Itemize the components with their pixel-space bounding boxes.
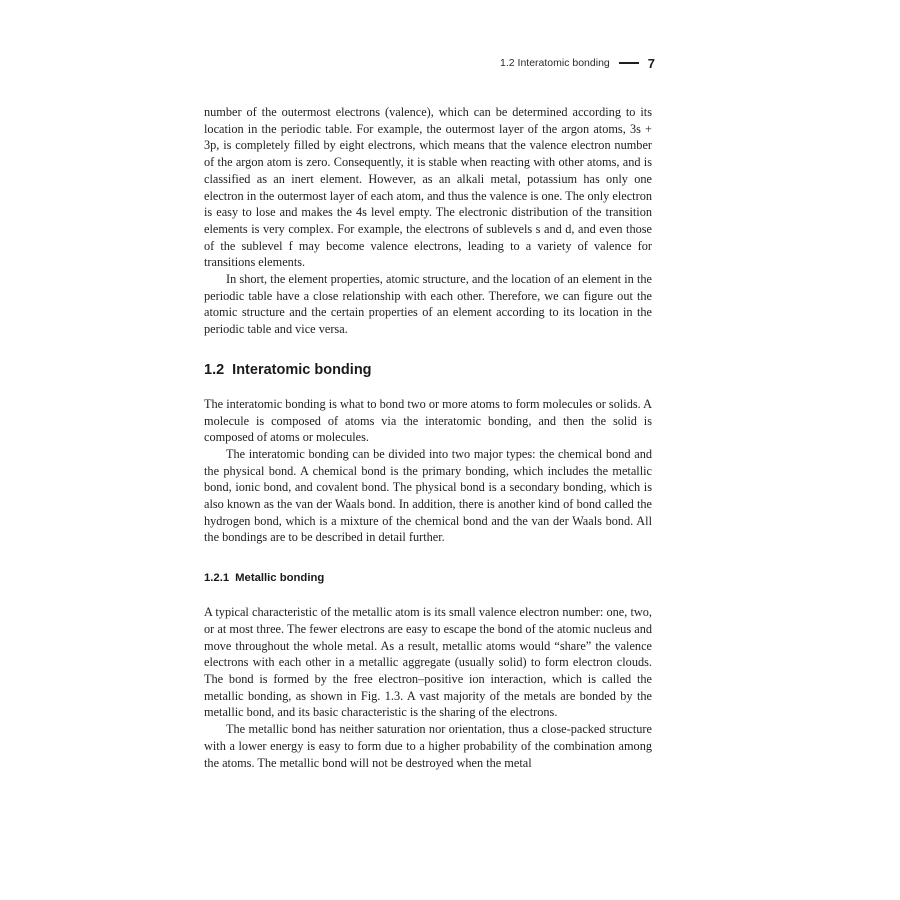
subsection-heading — [204, 571, 652, 586]
paragraph: The interatomic bonding can be divided into two major types: the chemical bond and the physical bond. A chemical bond is the primary bonding, which includes the metallic bond, ionic bond, and covalent bond. The physical bond is a secondary bonding, which is also known as the van der Waals bond. In addition, there is another kind of bond called the hydrogen bond, which is a mixture of the chemical bond and the van der Waals bond. All the bondings are to be described in detail further. — [204, 446, 652, 545]
running-head-title: 1.2 Interatomic bonding — [500, 57, 610, 69]
paragraph: The metallic bond has neither saturation nor orientation, thus a close-packed structure with a lower energy is easy to form due to a higher probability of the combination among the atoms. The metallic bond will not be destroyed when the metal — [204, 722, 652, 770]
subsection-number: 1.2.1 — [204, 572, 230, 585]
paragraph: number of the outermost electrons (valence), which can be determined according to its location in the periodic table. For example, the outermost layer of the argon atoms, 3s + 3p, is completely filled by eight electrons, which means that the valence electron number of the argon atom is zero. Consequently, it is stable when reacting with other atoms, and is classified as an inert element. However, as an alkali metal, potassium has only one electron in the outermost layer of each atom, and thus the valence is one. The only electron is easy to lose and makes the 4s level empty. The electronic distribution of the transition elements is very complex. For example, the electrons of sublevels s and d, and even those of the sublevel f may become valence electrons, leading to a variety of valence for transitions elements. — [204, 105, 652, 270]
page-number: 7 — [647, 55, 655, 71]
running-head-rule — [619, 62, 639, 64]
paragraph: The interatomic bonding is what to bond two or more atoms to form molecules or solids. A molecule is composed of atoms via the interatomic bonding, and then the solid is composed of atoms or molecules. — [204, 396, 652, 445]
section-number: 1.2 — [204, 361, 225, 378]
subsection-title: Metallic bonding — [235, 572, 325, 585]
running-head — [470, 54, 655, 72]
section-heading — [204, 361, 652, 379]
section-title: Interatomic bonding — [232, 361, 372, 378]
paragraph: A typical characteristic of the metallic atom is its small valence electron number: one, two, or at most three. The fewer electrons are easy to escape the bond of the atomic nucleus and move throughout the whole metal. As a result, metallic atoms would “share” the valence electrons with each other in a metallic aggregate (usually solid) to form electron clouds. The bond is formed by the free electron–positive ion interaction, which is called the metallic bonding, as shown in Fig. 1.3. A vast majority of the metals are bonded by the metallic bond, and its basic characteristic is the sharing of the electrons. — [204, 605, 652, 720]
body-text — [204, 104, 652, 771]
paragraph: In short, the element properties, atomic structure, and the location of an element in the periodic table have a close relationship with each other. Therefore, we can figure out the atomic structure and the certain properties of an element according to its location in the periodic table and vice versa. — [204, 272, 652, 337]
